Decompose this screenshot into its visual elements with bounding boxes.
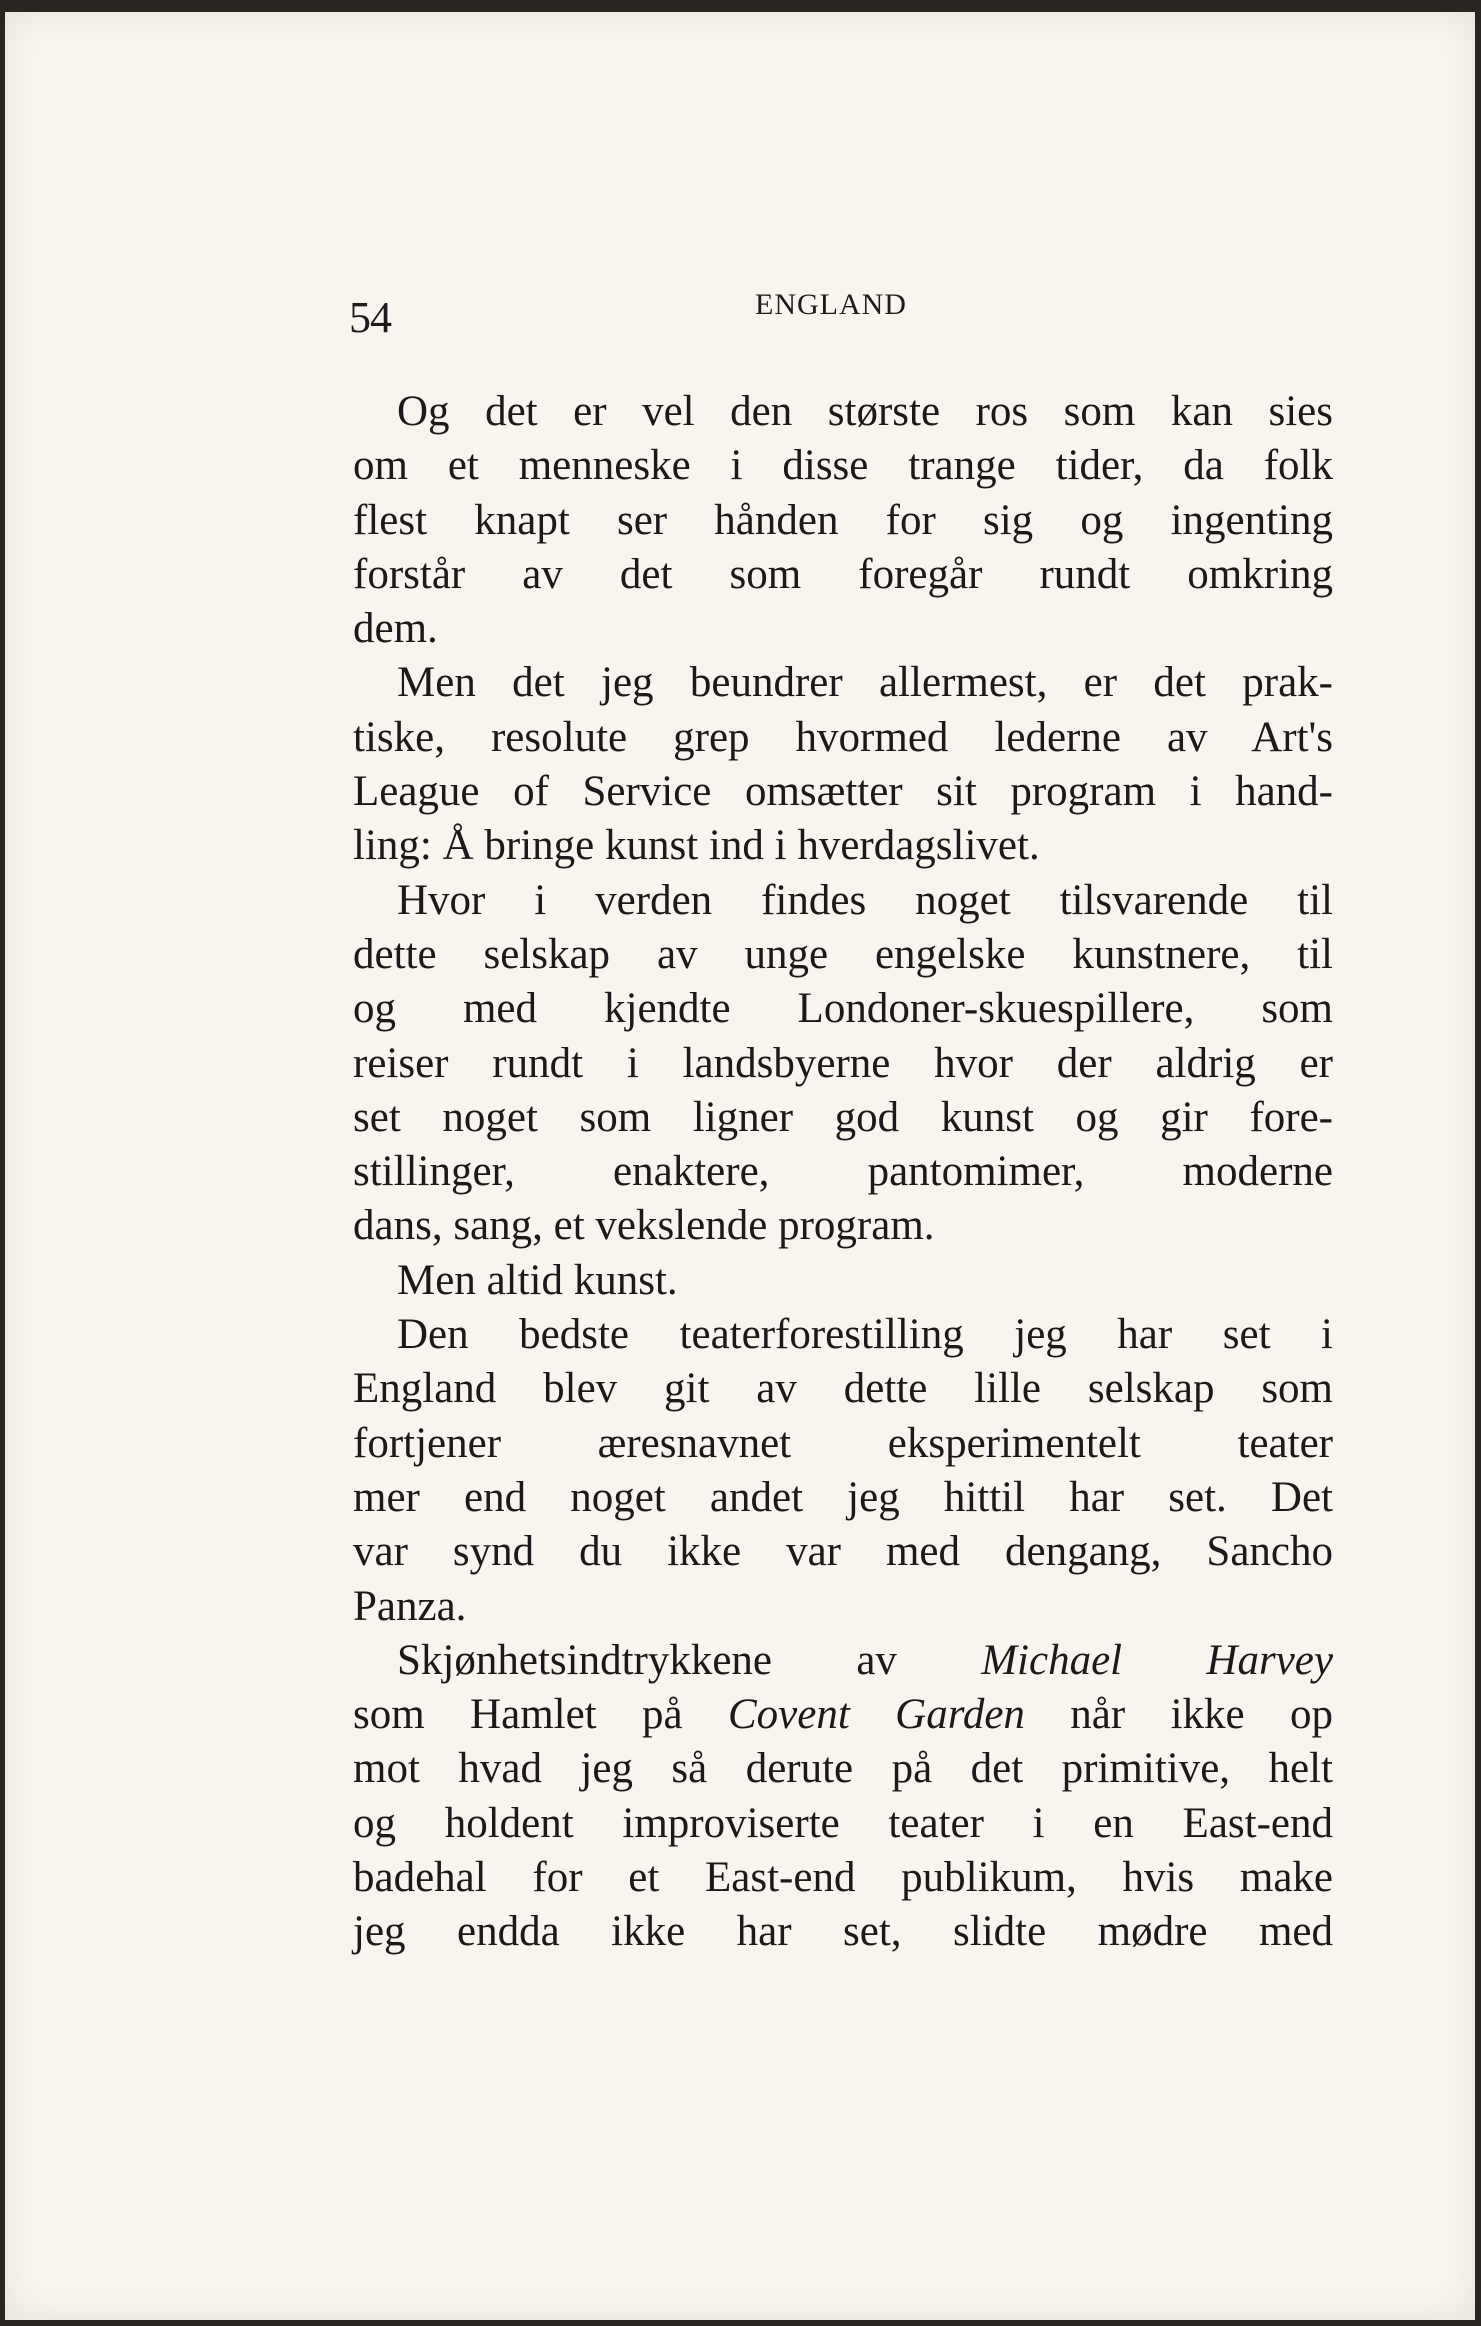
text-line: Men det jeg beundrer allermest, er det prak- — [397, 659, 1333, 707]
text-line: England blev git av dette lille selskap som — [353, 1365, 1333, 1413]
text-line — [353, 1688, 1333, 1742]
text-segment: som Hamlet på — [353, 1691, 728, 1739]
running-head: ENGLAND — [755, 288, 907, 321]
text-line: flest knapt ser hånden for sig og ingenting — [353, 496, 1333, 544]
text-line: dem. — [353, 605, 438, 653]
text-line: dette selskap av unge engelske kunstnere, til — [353, 930, 1333, 978]
text-line: Og det er vel den største ros som kan sies — [397, 388, 1333, 435]
text-line: League of Service omsætter sit program i hand- — [353, 768, 1333, 816]
text-line: Hvor i verden findes noget tilsvarende til — [397, 876, 1333, 924]
text-line: ling: Å bringe kunst ind i hverdagslivet. — [353, 822, 1040, 870]
text-line: var synd du ikke var med dengang, Sancho — [353, 1528, 1333, 1576]
text-line: mer end noget andet jeg hittil har set. Det — [353, 1473, 1333, 1521]
text-line: mot hvad jeg så derute på det primitive, helt — [353, 1745, 1333, 1793]
text-line: tiske, resolute grep hvormed lederne av Art's — [353, 713, 1333, 761]
italic-phrase: Covent Garden — [727, 1691, 1025, 1739]
text-line: dans, sang, et vekslende program. — [353, 1202, 935, 1250]
text-line: badehal for et East-end publikum, hvis make — [353, 1854, 1333, 1902]
text-line: og med kjendte Londoner-skuespillere, som — [353, 985, 1333, 1033]
body-text — [353, 385, 1333, 1960]
text-line: og holdent improviserte teater i en East-end — [353, 1799, 1333, 1847]
book-page — [5, 12, 1475, 2320]
text-line: reiser rundt i landsbyerne hvor der aldrig er — [353, 1039, 1333, 1087]
text-line: Panza. — [353, 1582, 467, 1630]
text-line: om et menneske i disse trange tider, da folk — [353, 442, 1333, 490]
italic-phrase: Michael Harvey — [981, 1636, 1333, 1684]
text-line — [353, 1634, 1333, 1688]
text-segment: når ikke op — [1024, 1691, 1333, 1739]
text-segment: Skjønhetsindtrykkene av — [397, 1636, 982, 1684]
page-header — [345, 284, 1335, 344]
text-line: fortjener æresnavnet eksperimentelt teater — [353, 1419, 1333, 1467]
text-line: stillinger, enaktere, pantomimer, moderne — [353, 1148, 1333, 1196]
text-line: Den bedste teaterforestilling jeg har set i — [397, 1311, 1333, 1359]
text-line: set noget som ligner god kunst og gir fore- — [353, 1093, 1333, 1141]
text-line: jeg endda ikke har set, slidte mødre med — [353, 1908, 1333, 1956]
text-line: forstår av det som foregår rundt omkring — [353, 550, 1333, 598]
text-line: Men altid kunst. — [397, 1256, 678, 1304]
page-number: 54 — [349, 293, 391, 342]
